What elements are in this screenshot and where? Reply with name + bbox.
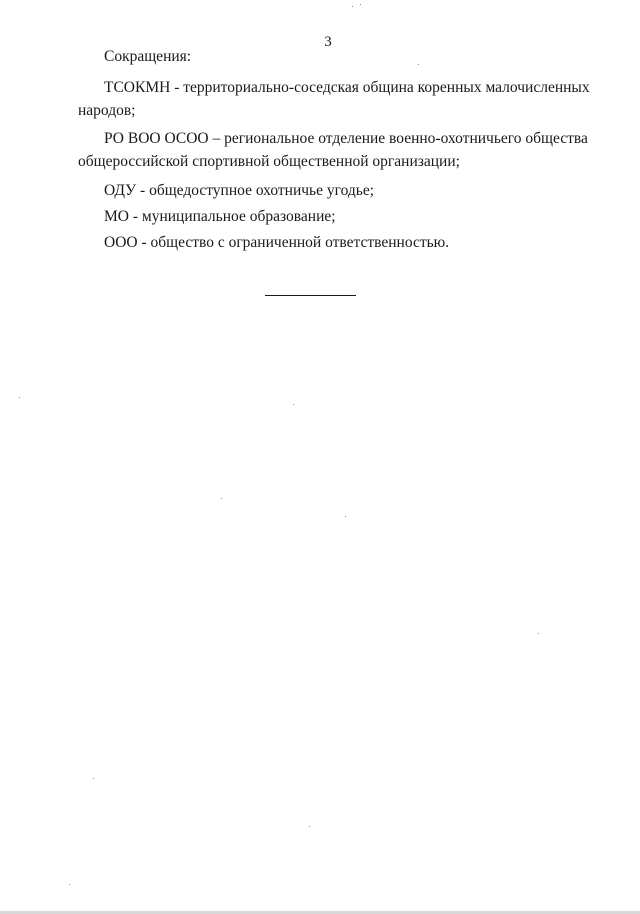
scan-speck bbox=[352, 6, 353, 7]
scan-speck bbox=[19, 397, 20, 398]
scan-speck bbox=[309, 826, 310, 827]
end-of-text-rule bbox=[265, 295, 356, 296]
scan-speck bbox=[69, 884, 70, 885]
scan-speck bbox=[293, 404, 294, 405]
abbreviation-odu: ОДУ - общедоступное охотничье угодье; bbox=[104, 182, 375, 199]
scan-speck bbox=[418, 64, 419, 65]
scan-speck bbox=[93, 778, 94, 779]
abbreviation-ooo: ООО - общество с ограниченной ответственностью. bbox=[104, 234, 450, 251]
scan-speck bbox=[360, 4, 361, 5]
abbreviation-ro-voo-osoo-line-1: РО ВОО ОСОО – региональное отделение военно-охотничьего общества bbox=[104, 130, 588, 147]
abbreviations-heading: Сокращения: bbox=[104, 48, 192, 65]
abbreviation-tsokmn-line-1: ТСОКМН - территориально-соседская община коренных малочисленных bbox=[104, 79, 590, 96]
scan-speck bbox=[345, 516, 346, 517]
scan-speck bbox=[221, 498, 222, 499]
abbreviation-tsokmn-line-2: народов; bbox=[78, 102, 136, 119]
abbreviation-ro-voo-osoo-line-2: общероссийской спортивной общественной организации; bbox=[78, 153, 460, 170]
scan-speck bbox=[538, 633, 539, 634]
page-number: 3 bbox=[324, 34, 332, 50]
abbreviation-mo: МО - муниципальное образование; bbox=[104, 208, 336, 225]
